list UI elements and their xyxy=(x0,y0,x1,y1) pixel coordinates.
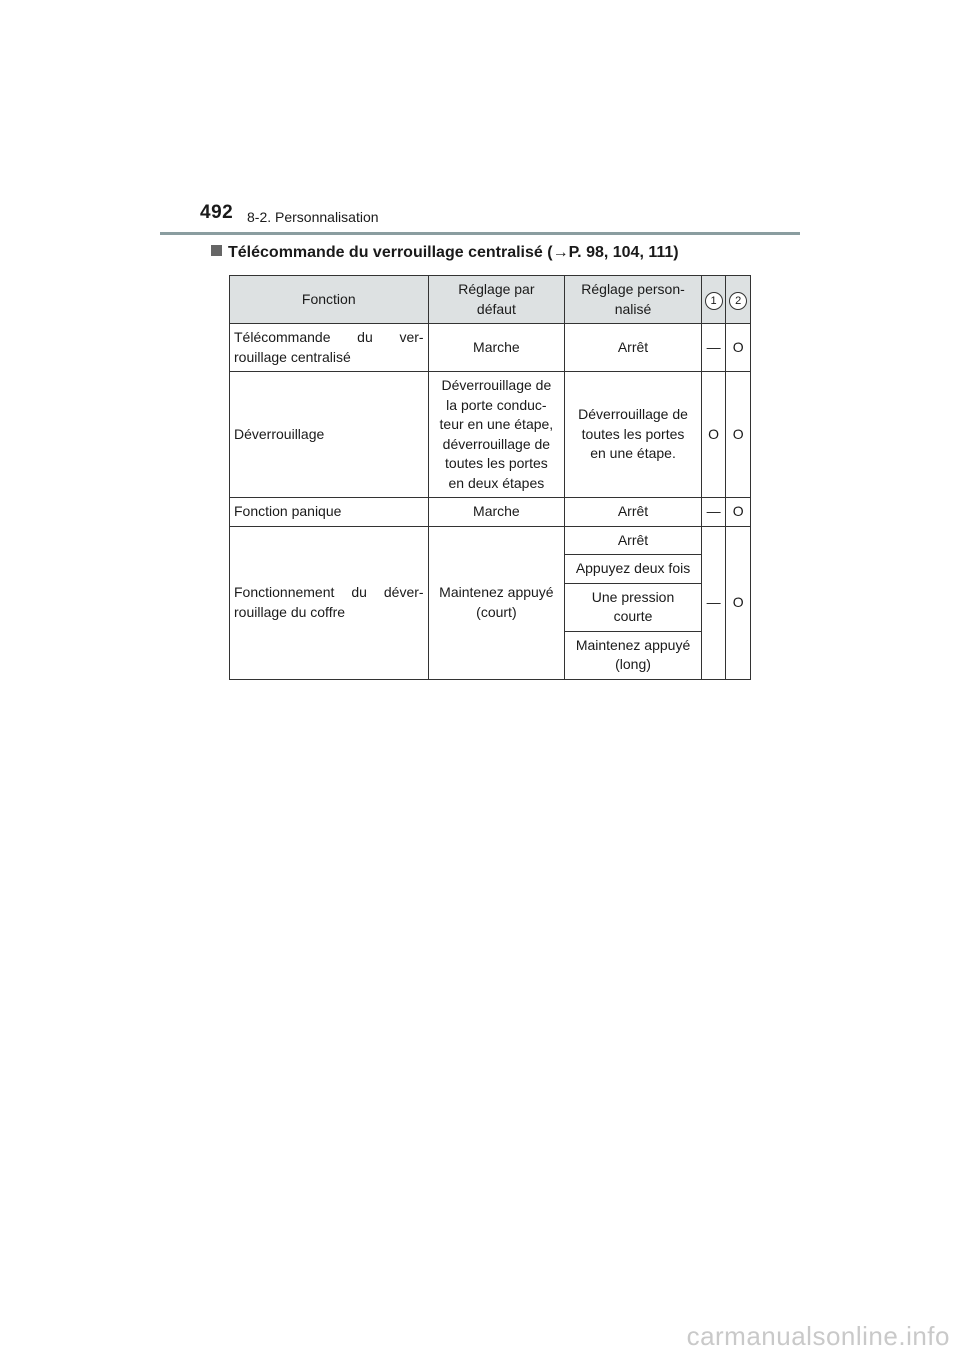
header-custom xyxy=(565,276,702,324)
header-mark-1 xyxy=(701,276,726,324)
cell-mark-1: — xyxy=(701,526,726,679)
cell-line: en une étape. xyxy=(590,445,676,462)
cell-mark-2: O xyxy=(726,526,751,679)
circled-number-1-icon: 1 xyxy=(705,292,723,310)
cell-line: toutes les portes xyxy=(581,425,685,442)
cell-function xyxy=(230,526,429,679)
section-title xyxy=(211,244,679,262)
cell-line: (long) xyxy=(615,656,651,672)
cell-mark-1: O xyxy=(701,372,726,498)
cell-custom xyxy=(565,372,702,498)
cell-line: toutes les portes xyxy=(445,455,548,471)
circled-number-2-icon: 2 xyxy=(729,292,747,310)
cell-custom-option xyxy=(565,583,702,631)
cell-line: en deux étapes xyxy=(448,474,545,491)
page-number: 492 xyxy=(200,202,234,223)
cell-line: Maintenez appuyé xyxy=(439,584,554,600)
cell-default: Marche xyxy=(428,498,565,527)
header-function: Fonction xyxy=(230,276,429,324)
table-header-row xyxy=(230,276,751,324)
header-custom-line: nalisé xyxy=(614,300,652,317)
cell-line: teur en une étape, xyxy=(439,416,554,432)
watermark: carmanualsonline.info xyxy=(686,1321,950,1351)
header-default xyxy=(428,276,565,324)
table-row xyxy=(230,324,751,372)
cell-line: la porte conduc- xyxy=(446,396,547,413)
cell-custom: Arrêt xyxy=(565,498,702,527)
cell-line: rouillage du coffre xyxy=(234,603,346,620)
section-title-refs: P. 98, 104, 111) xyxy=(568,244,679,261)
square-bullet-icon xyxy=(211,245,222,256)
cell-function: Fonction panique xyxy=(230,498,429,527)
cell-custom: Arrêt xyxy=(565,324,702,372)
header-default-line: défaut xyxy=(476,300,516,317)
table-row xyxy=(230,498,751,527)
cell-line: Une pression xyxy=(591,588,675,605)
cell-line: Télécommande du ver- xyxy=(234,329,424,345)
cell-mark-2: O xyxy=(726,324,751,372)
cell-custom-option xyxy=(565,631,702,679)
settings-table xyxy=(229,275,751,680)
cell-function: Déverrouillage xyxy=(230,372,429,498)
cell-mark-1: — xyxy=(701,324,726,372)
cell-line: Déverrouillage de xyxy=(441,377,552,393)
header-mark-2 xyxy=(726,276,751,324)
arrow-icon: → xyxy=(552,244,569,261)
cell-mark-2: O xyxy=(726,372,751,498)
header-default-line: Réglage par xyxy=(458,281,535,297)
cell-line: Maintenez appuyé xyxy=(575,636,691,653)
cell-mark-2: O xyxy=(726,498,751,527)
table-row xyxy=(230,526,751,555)
cell-mark-1: — xyxy=(701,498,726,527)
header-rule xyxy=(160,232,800,235)
cell-line: Fonctionnement du déver- xyxy=(234,584,424,600)
section-title-prefix: Télécommande du verrouillage centralisé ( xyxy=(228,244,553,261)
cell-function xyxy=(230,324,429,372)
cell-line: déverrouillage de xyxy=(442,435,551,452)
table-row xyxy=(230,372,751,498)
cell-default: Marche xyxy=(428,324,565,372)
cell-line: courte xyxy=(613,608,653,624)
header-custom-line: Réglage person- xyxy=(581,281,685,297)
cell-default xyxy=(428,372,565,498)
cell-custom-option: Arrêt xyxy=(565,526,702,555)
cell-line: Déverrouillage de xyxy=(578,406,688,423)
cell-line: rouillage centralisé xyxy=(234,348,351,365)
chapter-title: 8-2. Personnalisation xyxy=(247,209,379,225)
cell-line: (court) xyxy=(476,603,517,620)
cell-default xyxy=(428,526,565,679)
cell-custom-option: Appuyez deux fois xyxy=(565,555,702,584)
